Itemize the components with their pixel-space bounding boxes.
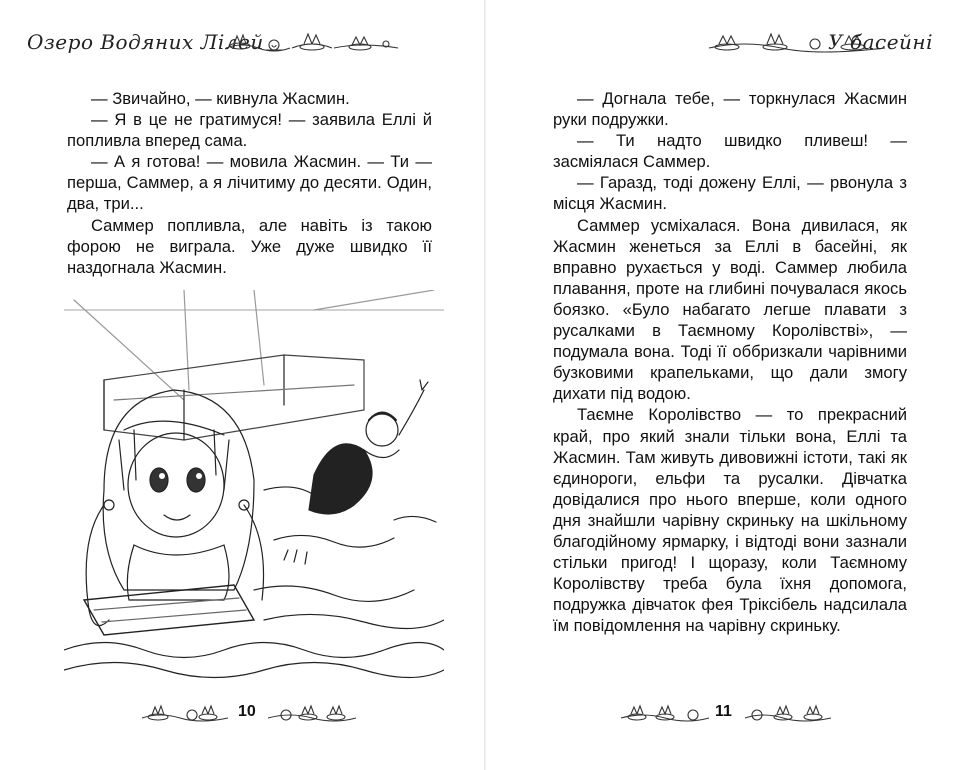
lily-snail-flourish-icon xyxy=(140,700,232,726)
running-head-book-title: Озеро Водяних Лілей xyxy=(27,30,264,54)
paragraph: — Я в це не гратимуся! — заявила Еллі й попливла вперед сама. xyxy=(67,110,432,151)
running-head-chapter-title: У басейні xyxy=(828,30,933,54)
paragraph: Саммер усміхалася. Вона дивилася, як Жасмин женеться за Еллі в басейні, як вправно рухається у воді. Саммер любила плавання, проте на глибині почувалася якось боязко. «Було набагато легше плавати з русалками в Таємному Королівстві», — подумала вона. Тоді її оббризкали чарівними бузковими крапельками, що дали змогу дихати під водою. xyxy=(553,215,907,404)
paragraph: Таємне Королівство — то прекрасний край, про який знали тільки вона, Еллі та Жасмин. Там живуть дивовижні істоти, такі як єдинороги, ельфи та русалки. Дівчатка довідалися про нього вперше, коли одного дня знайшли чарівну скриньку на шкільному благодійному ярмарку, і відтоді вони зазнали стільки пригод! І щоразу, коли Таємному Королівству треба була їхня допомога, подружка дівчаток фея Тріксібель надсилала їм повідомлення на чарівну скриньку. xyxy=(553,405,907,636)
girls-swimming-pool-sketch-icon xyxy=(64,290,444,685)
page-number: 10 xyxy=(238,703,256,720)
paragraph: Саммер попливла, але навіть із такою форою не виграла. Уже дуже швидко її наздогнала Жасмин. xyxy=(67,215,432,277)
paragraph: — А я готова! — мовила Жасмин. — Ти — перша, Саммер, а я лічитиму до десяти. Один, два, три... xyxy=(67,152,432,214)
left-page-body xyxy=(67,88,432,278)
lily-snail-flourish-icon xyxy=(619,700,711,726)
right-page xyxy=(485,0,970,770)
lily-snail-flourish-icon xyxy=(222,28,402,58)
page-number: 11 xyxy=(715,703,732,720)
paragraph: — Догнала тебе, — торкнулася Жасмин руки подружки. xyxy=(553,89,907,130)
paragraph: — Звичайно, — кивнула Жасмин. xyxy=(91,89,350,108)
paragraph: — Ти надто швидко пливеш! — засміялася Саммер. xyxy=(553,131,907,172)
right-page-body xyxy=(553,88,907,636)
paragraph: — Гаразд, тоді дожену Еллі, — рвонула з місця Жасмин. xyxy=(553,173,907,214)
lily-snail-flourish-icon xyxy=(266,700,358,726)
lily-snail-flourish-icon xyxy=(743,700,835,726)
